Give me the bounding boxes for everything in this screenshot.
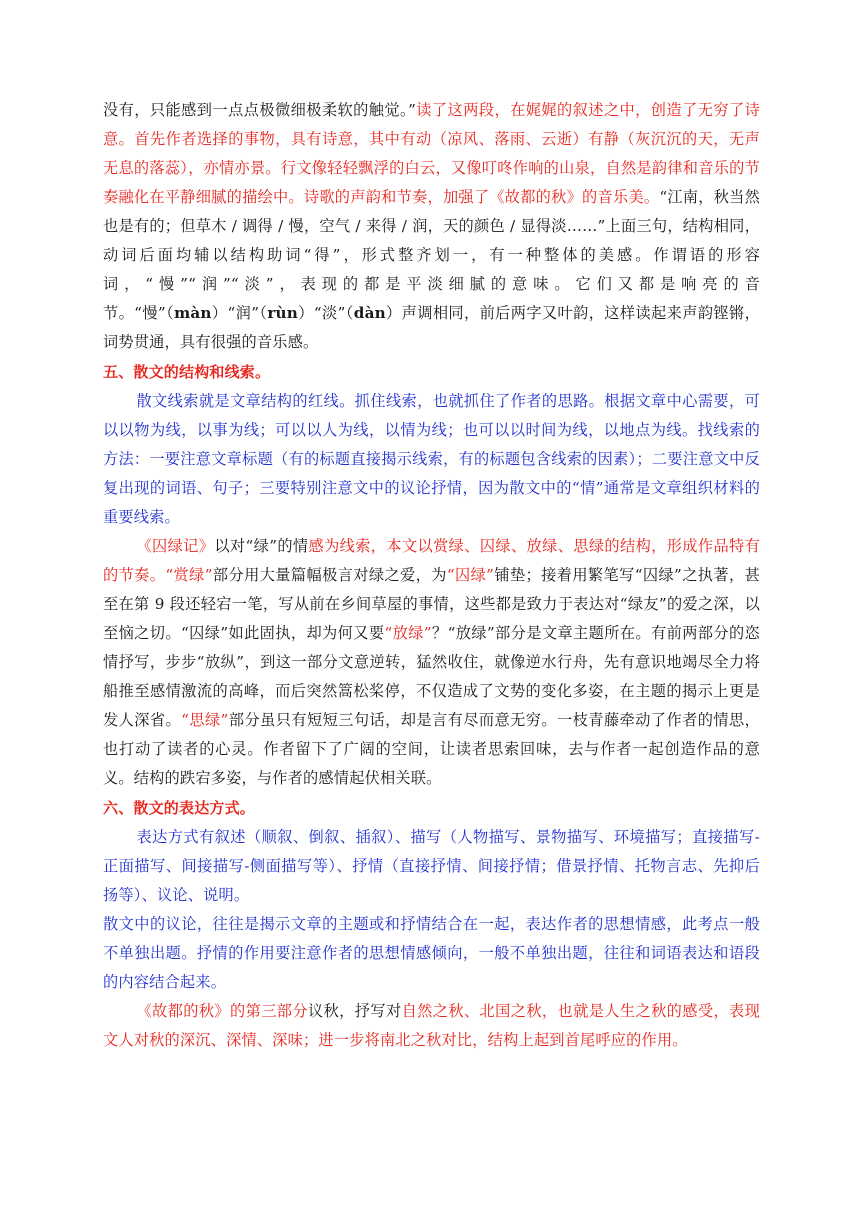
analysis-poetic-text: 读了这两段，在娓娓的叙述之中，创造了无穷了诗意。首先作者选择的事物，具有诗意，其中有动（凉风、落雨、云逝）有静（灰沉沉的天，无声无息的落蕊），亦情亦景。行文像轻轻飘浮的白云，又像叮咚作响的山泉，自然是韵律和音乐的节奏融化在平静细腻的描绘中。诗歌的声韵和节奏，加强了《故都的秋》的音乐美。	[103, 101, 760, 206]
text-black: 部分用大量篇幅极言对绿之爱，为	[212, 566, 447, 584]
text-black: 议秋，抒写对	[307, 1002, 402, 1020]
text-red: 自然之秋、北国之秋，也就是人生之秋的感受，表现文人对秋的深沉、深情、深味；进一步将南北之秋对比，结构上起到首尾呼应的作用。	[103, 1002, 761, 1049]
structure-analysis-text: “江南，秋当然也是有的；但草木 / 调得 / 慢，空气 / 来得 / 润，天的颜色 / 显得淡……”上面三句，结构相同，动词后面均辅以结构助词“得”，形式整齐划一，有一种整体的美感。作谓语的形容词，“慢”“润”“淡”，表现的都是平淡细腻的意味。它们又都是响亮的音节。“慢”（	[103, 188, 760, 322]
text-black: 铺垫；接着用繁笔写“囚绿”之执著，甚至在第 9 段还轻宕一笔，写从前在乡间草屋的事情，这些都是致力于表达对“绿友”的爱之深，以至恼之切。“囚绿”如此固执，却为何又要	[103, 566, 760, 642]
text-red: “放绿”	[384, 624, 432, 642]
text-run: ）“润”（	[211, 304, 268, 322]
section-heading-5: 五、散文的结构和线索。	[103, 363, 271, 381]
paragraph-gudu-poetry	[103, 96, 760, 357]
paragraph-expression-methods: 表达方式有叙述（顺叙、倒叙、插叙）、描写（人物描写、景物描写、环境描写；直接描写-正面描写、间接描写-侧面描写等）、抒情（直接抒情、间接抒情；借景抒情、托物言志、先抑后扬等）、议论、说明。	[103, 828, 760, 904]
text-black: 以对“绿”的情	[214, 537, 309, 555]
paragraph-argument-lyric: 散文中的议论，往往是揭示文章的主题或和抒情结合在一起，表达作者的思想情感，此考点一般不单独出题。抒情的作用要注意作者的思想情感倾向，一般不单独出题，往往和词语表达和语段的内容结合起来。	[103, 915, 760, 991]
text-red: 《故都的秋》的第三部分	[136, 1002, 308, 1020]
text-red: 《囚绿记》	[136, 537, 215, 555]
quote-end-text: 没有，只能感到一点点极微细极柔软的触觉。”	[103, 101, 417, 119]
text-red: “思绿”	[181, 711, 229, 729]
pinyin-man: màn	[174, 304, 212, 322]
text-black: 部分虽只有短短三句话，却是言有尽而意无穷。一枝青藤牵动了作者的情思，也打动了读者的心灵。作者留下了广阔的空间，让读者思索回味，去与作者一起创造作品的意义。结构的跌宕多姿，与作者的感情起伏相关联。	[103, 711, 760, 787]
text-red: 感为线索，本文以赏绿、囚绿、放绿、思绿的结构，形成作品特有的节奏。“赏绿”	[103, 537, 760, 584]
paragraph-clue-method: 散文线索就是文章结构的红线。抓住线索，也就抓住了作者的思路。根据文章中心需要，可以以物为线，以事为线；可以以人为线，以情为线；也可以以时间为线，以地点为线。找线索的方法：一要注意文章标题（有的标题直接揭示线索，有的标题包含线索的因素）；二要注意文中反复出现的词语、句子；三要特别注意文中的议论抒情，因为散文中的“情”通常是文章组织材料的重要线索。	[103, 392, 760, 526]
section-heading-6: 六、散文的表达方式。	[103, 799, 256, 817]
text-run: ）“淡”（	[298, 304, 354, 322]
text-run: ）声调相同，前后两字又叶韵，这样读起来声韵铿锵，词势贯通，具有很强的音乐感。	[103, 304, 760, 351]
text-black: ？“放绿”部分是文章主题所在。有前两部分的恣情抒写，步步“放纵”，到这一部分文意逆转，猛然收住，就像逆水行舟，先有意识地竭尽全力将船推至感情激流的高峰，而后突然篙松桨停，不仅造成了文势的变化多姿，在主题的揭示上更是发人深省。	[103, 624, 760, 729]
paragraph-gudu-part3	[103, 997, 760, 1055]
pinyin-dan: dàn	[353, 304, 386, 322]
pinyin-run: rùn	[267, 304, 299, 322]
paragraph-qiulvji	[103, 532, 760, 793]
document-page	[103, 96, 760, 1055]
text-red: “囚绿”	[446, 566, 495, 584]
